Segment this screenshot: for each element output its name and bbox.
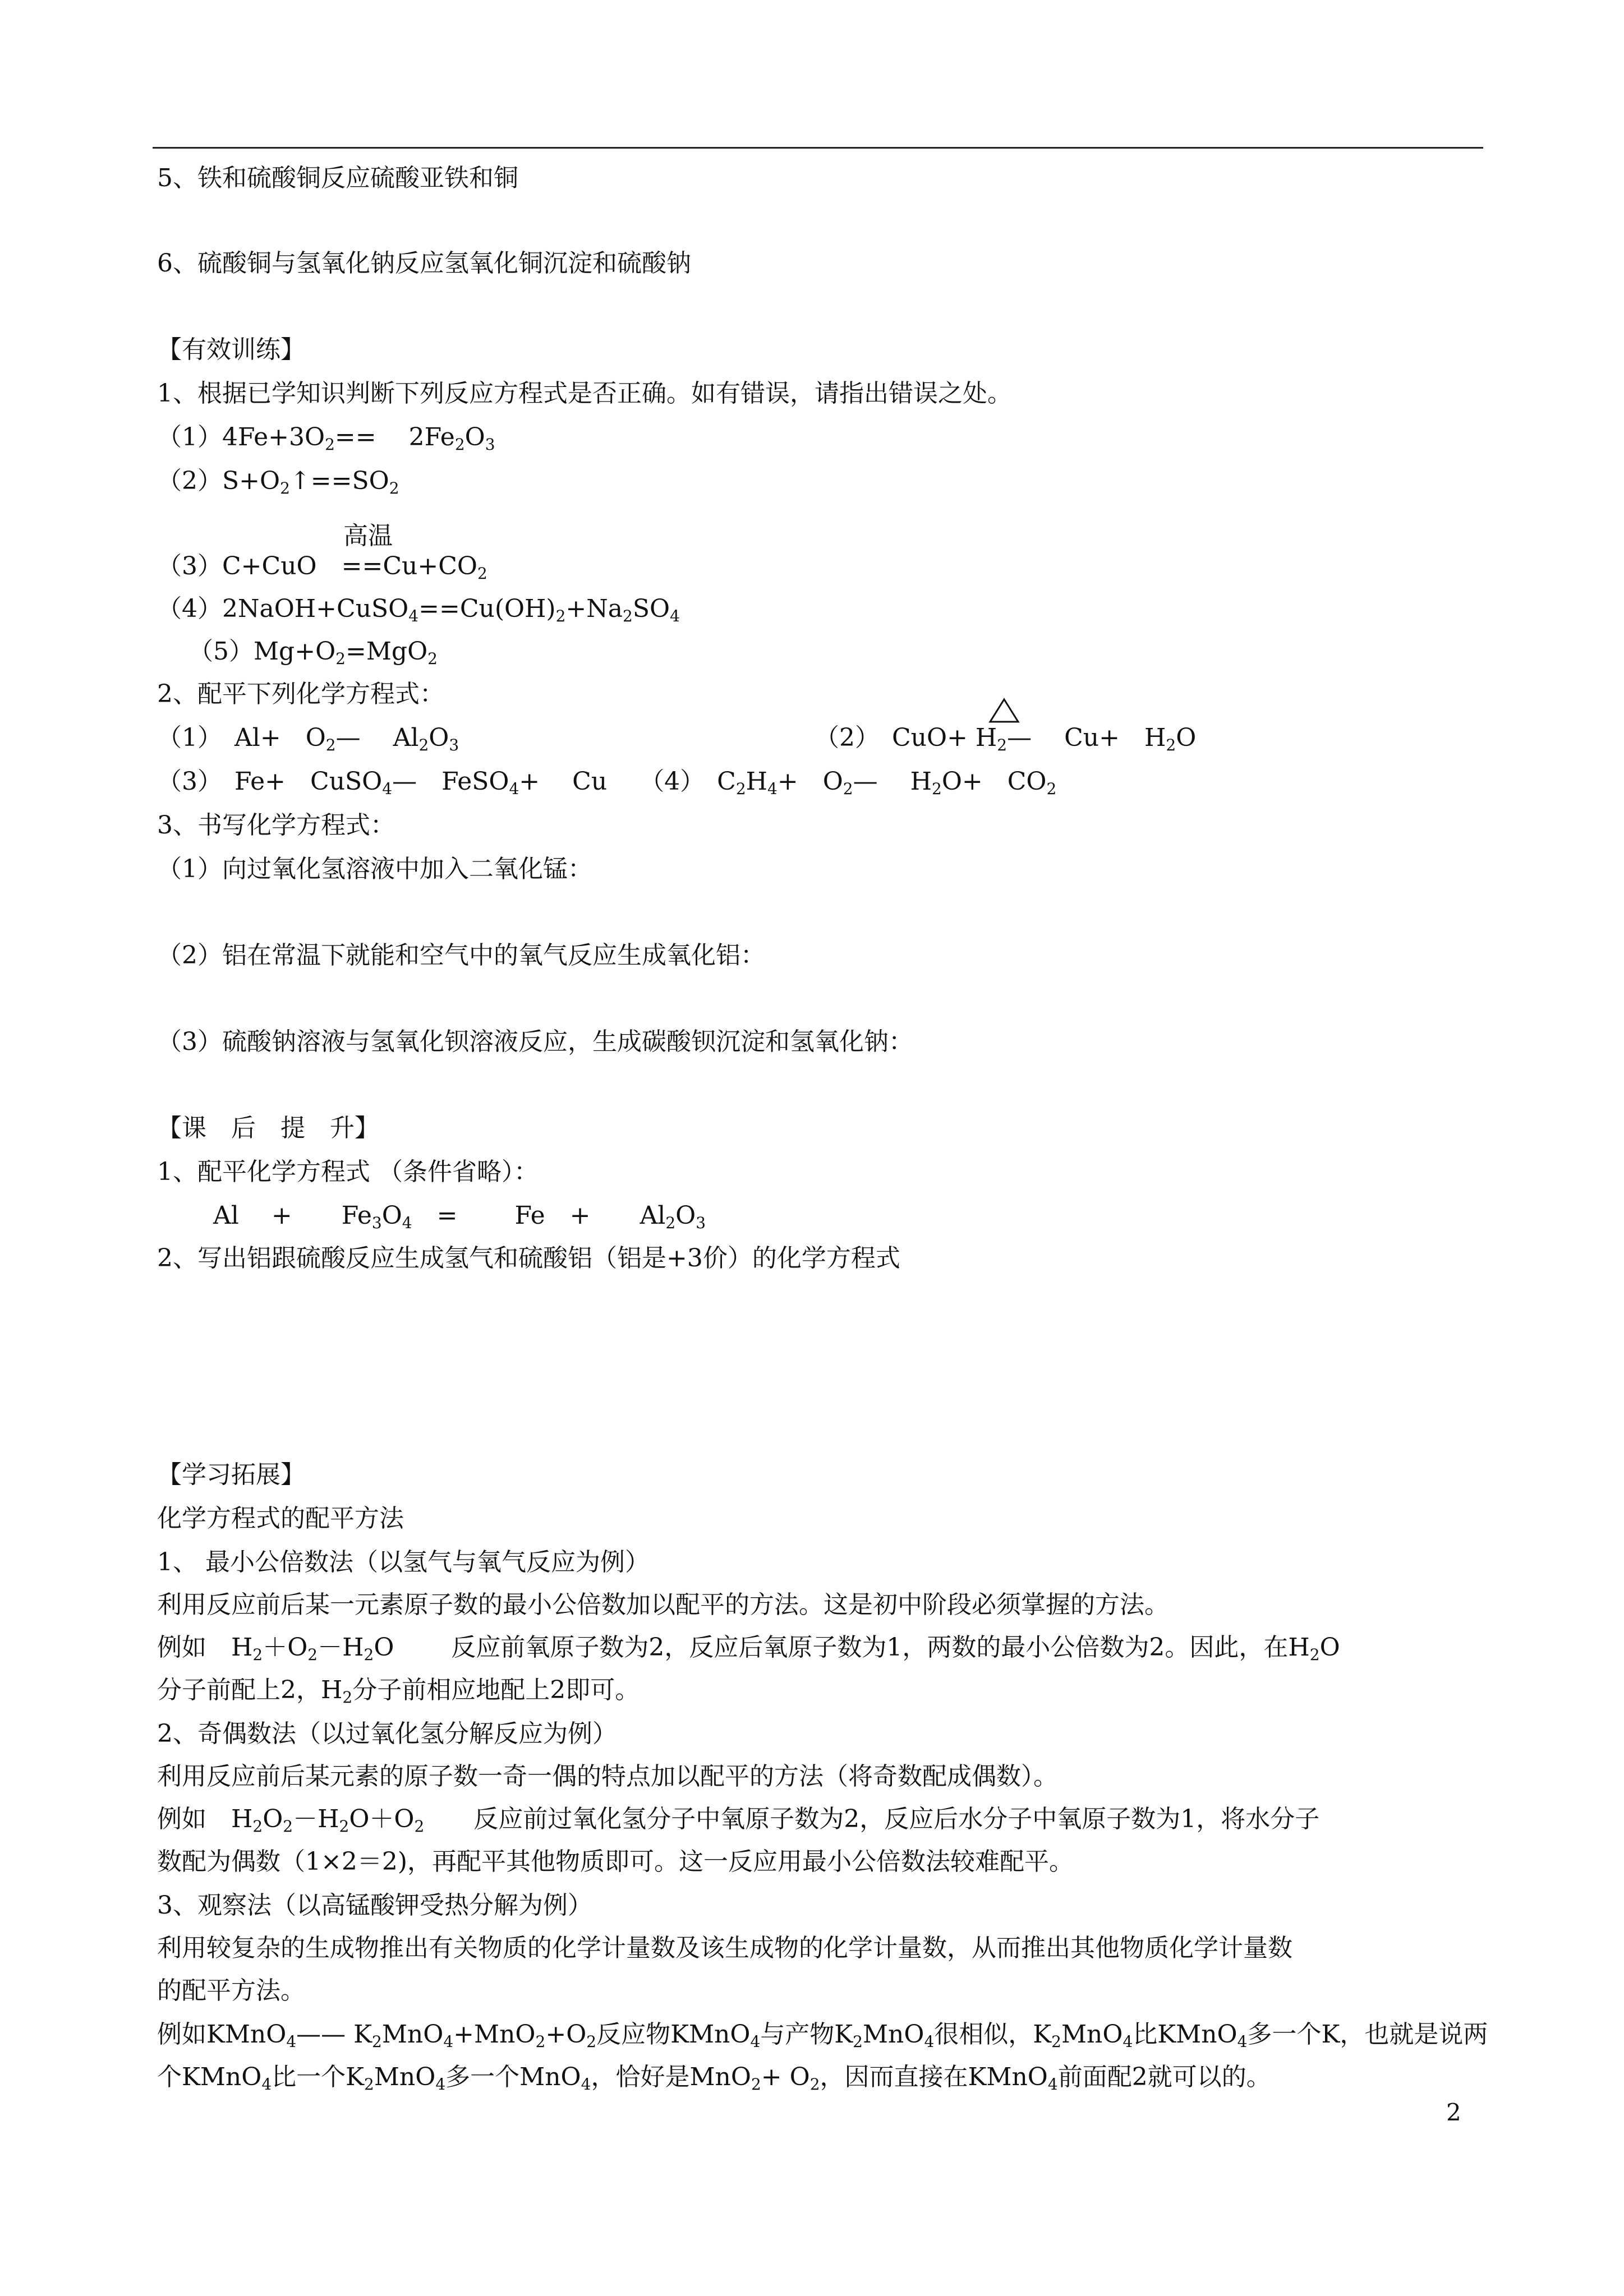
equation-1-2: $(2)S+O_2↑==SO_2$ xyxy=(157,467,399,497)
balance-2: （2） $CuO+ H_2—$ Cu+ $H_2O$ xyxy=(815,723,1197,754)
training-q3: 3、书写化学方程式： xyxy=(157,811,395,840)
method-1-example-line2: 分子前配上2，$H_2$分子前相应地配上2即可。 xyxy=(157,1676,640,1707)
training-q3-2: （2）铝在常温下就能和空气中的氧气反应生成氧化铝： xyxy=(157,941,765,970)
equation-1-5: $(5)Mg+O_2=MgO_2$ xyxy=(188,637,438,668)
balance-row-2: （3） Fe+ CuSO$_4$— FeSO$_4$+ Cu （4） $C_2H_4+$ $O_2—$ $H_2O+$ $CO_2$ xyxy=(157,767,1057,798)
after-heading: 【课 后 提 升】 xyxy=(157,1114,379,1142)
training-heading: 【有效训练】 xyxy=(157,335,305,364)
after-equation: Al + $Fe_3O_4$ = Fe + $Al_2O_3$ xyxy=(213,1201,706,1232)
method-3-title: 3、观察法（以高锰酸钾受热分解为例） xyxy=(157,1891,592,1920)
training-q2: 2、配平下列化学方程式： xyxy=(157,680,444,708)
page-number: 2 xyxy=(1446,2099,1461,2126)
question-5: 5、铁和硫酸铜反应硫酸亚铁和铜 xyxy=(157,164,518,192)
method-2-example-line2: 数配为偶数（1×2＝2)，再配平其他物质即可。这一反应用最小公倍数法较难配平。 xyxy=(157,1847,1074,1876)
method-3-example-line1: 例如KMnO$_4$—— $K_2MnO_4+MnO_2+O_2$反应物KMnO$_4$与产物$K_2MnO_4$很相似，$K_2MnO_4$比KMnO$_4$多一个K，也就是说两 xyxy=(157,2020,1488,2051)
method-2-example-line1: 例如 $H_2O_2-H_2O+O_2$ 反应前过氧化氢分子中氧原子数为2，反应后水分子中氧原子数为1，将水分子 xyxy=(157,1805,1320,1836)
equation-1-4: $(4)2NaOH+CuSO_4==Cu(OH)_2+Na_2SO_4$ xyxy=(157,594,680,625)
method-1-example-line1: 例如 $H_2+O_2-H_2O$ 反应前氧原子数为2，反应后氧原子数为1，两数的最小公倍数为2。因此，在$H_2O$ xyxy=(157,1633,1340,1664)
after-q2: 2、写出铝跟硫酸反应生成氢气和硫酸铝（铝是+3价）的化学方程式 xyxy=(157,1244,900,1273)
method-2-title: 2、奇偶数法（以过氧化氢分解反应为例） xyxy=(157,1719,617,1748)
method-2-desc: 利用反应前后某元素的原子数一奇一偶的特点加以配平的方法（将奇数配成偶数）。 xyxy=(157,1762,1058,1791)
method-3-desc-line2: 的配平方法。 xyxy=(157,1976,305,2005)
balance-row-1: （1） Al+ $O_2—$ $Al_2O_3$ xyxy=(157,723,459,754)
equation-1-1: $(1)4Fe+3O_2==$ $2Fe_2O_3$ xyxy=(157,423,495,454)
after-q1: 1、配平化学方程式 （条件省略）： xyxy=(157,1158,539,1186)
extension-heading: 【学习拓展】 xyxy=(157,1460,305,1489)
header-rule xyxy=(153,147,1483,149)
condition-high-temp: 高温 xyxy=(343,522,393,550)
method-3-desc-line1: 利用较复杂的生成物推出有关物质的化学计量数及该生成物的化学计量数，从而推出其他物质化学计量数 xyxy=(157,1934,1292,1962)
training-q3-1: （1）向过氧化氢溶液中加入二氧化锰： xyxy=(157,855,592,883)
training-q3-3: （3）硫酸钠溶液与氢氧化钡溶液反应，生成碳酸钡沉淀和氢氧化钠： xyxy=(157,1027,913,1056)
method-1-desc: 利用反应前后某一元素原子数的最小公倍数加以配平的方法。这是初中阶段必须掌握的方法。 xyxy=(157,1590,1169,1619)
training-q1: 1、根据已学知识判断下列反应方程式是否正确。如有错误，请指出错误之处。 xyxy=(157,379,1012,408)
method-1-title: 1、 最小公倍数法（以氢气与氧气反应为例） xyxy=(157,1548,650,1576)
equation-1-3: （3）C+CuO $==Cu+CO_2$ xyxy=(157,552,487,583)
extension-title: 化学方程式的配平方法 xyxy=(157,1504,404,1533)
question-6: 6、硫酸铜与氢氧化钠反应氢氧化铜沉淀和硫酸钠 xyxy=(157,249,691,278)
heat-triangle-icon xyxy=(988,698,1020,723)
method-3-example-line2: 个KMnO$_4$比一个$K_2MnO_4$多一个MnO$_4$，恰好是$MnO_2+ O_2$，因而直接在KMnO$_4$前面配2就可以的。 xyxy=(157,2063,1271,2094)
